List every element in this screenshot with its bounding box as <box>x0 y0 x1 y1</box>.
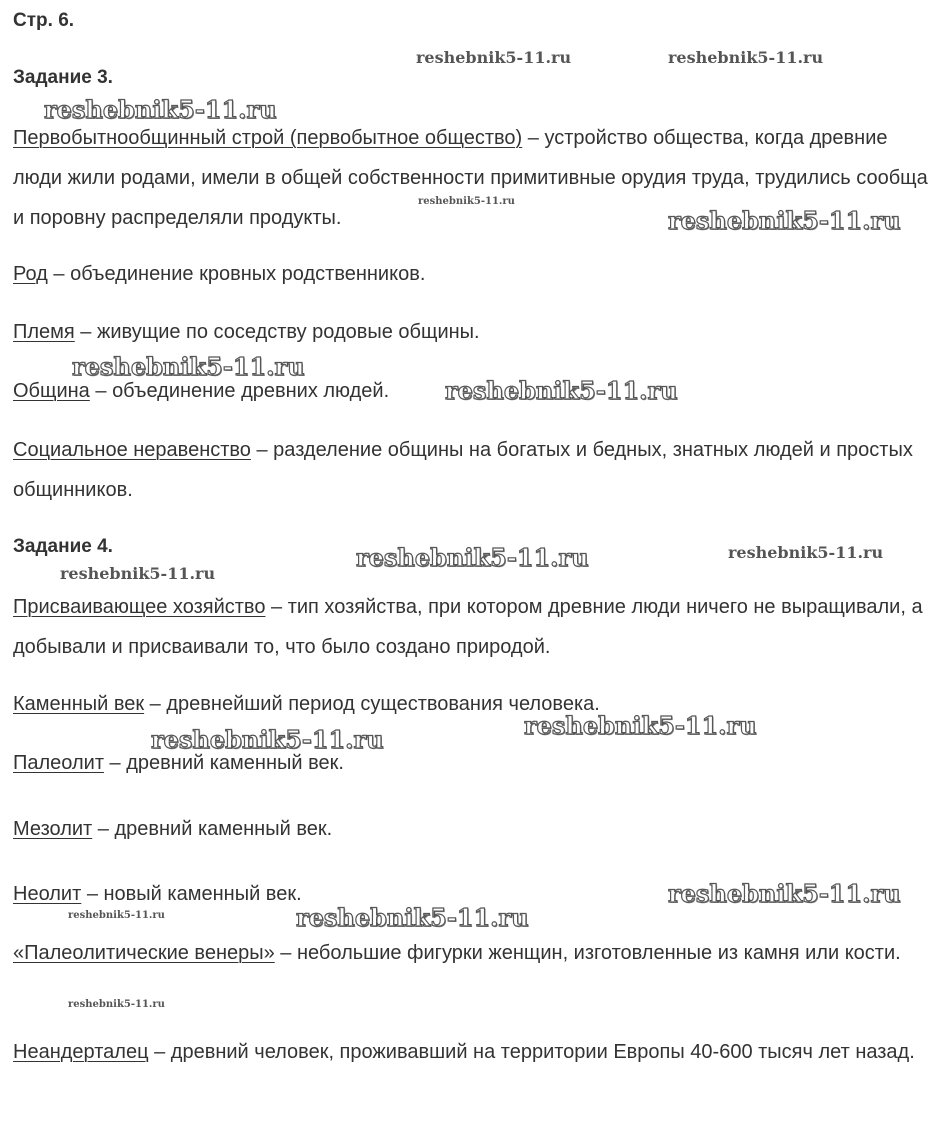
dash: – <box>144 693 167 715</box>
watermark: reshebnik5-11.ru <box>296 903 529 932</box>
watermark: reshebnik5-11.ru <box>418 196 515 207</box>
term: Первобытнообщинный строй (первобытное общество) <box>13 127 523 149</box>
watermark: reshebnik5-11.ru <box>416 48 572 67</box>
watermark: reshebnik5-11.ru <box>668 206 901 235</box>
definition-text: древний каменный век. <box>114 818 333 840</box>
dash: – <box>274 942 297 964</box>
definition-community <box>13 371 938 411</box>
definition-text: небольшие фигурки женщин, изготовленные из камня или кости. <box>296 942 901 964</box>
definition-text: древний каменный век. <box>126 752 344 774</box>
watermark: reshebnik5-11.ru <box>72 352 305 381</box>
dash: – <box>81 883 104 905</box>
watermark: reshebnik5-11.ru <box>668 48 824 67</box>
dash: – <box>74 321 97 343</box>
watermark: reshebnik5-11.ru <box>68 910 165 921</box>
definition-text: объединение древних людей. <box>112 380 390 402</box>
term: Каменный век <box>13 693 145 715</box>
watermark: reshebnik5-11.ru <box>60 564 216 583</box>
definition-text: разделение общины на богатых и бедных, знатных людей и простых общинников. <box>13 439 913 501</box>
definition-stone-age <box>13 684 938 724</box>
task-3-heading: Задание 3. <box>13 67 113 88</box>
definition-appropriating-economy <box>13 587 938 667</box>
term: Род <box>13 263 48 285</box>
dash: – <box>47 263 71 285</box>
definition-paleolithic-venuses <box>13 933 938 973</box>
definition-mesolithic <box>13 809 938 849</box>
dash: – <box>265 596 288 618</box>
dash: – <box>148 1041 171 1063</box>
watermark: reshebnik5-11.ru <box>68 999 165 1010</box>
dash: – <box>250 439 274 461</box>
dash: – <box>522 127 545 149</box>
dash: – <box>103 752 127 774</box>
term: Присваивающее хозяйство <box>13 596 266 618</box>
definition-text: новый каменный век. <box>103 883 302 905</box>
term: Неандерталец <box>13 1041 149 1063</box>
term: Неолит <box>13 883 82 905</box>
task-4-heading: Задание 4. <box>13 536 113 557</box>
definition-text: древний человек, проживавший на территории Европы 40-600 тысяч лет назад. <box>170 1041 915 1063</box>
watermark: reshebnik5-11.ru <box>44 95 277 124</box>
dash: – <box>89 380 113 402</box>
definition-primitive-society <box>13 118 938 238</box>
definition-text: устройство общества, когда древние люди жили родами, имели в общей собственности примитивные орудия труда, трудились сообща и поровну распределяли продукты. <box>13 127 928 229</box>
definition-paleolithic <box>13 743 938 783</box>
definition-text: тип хозяйства, при котором древние люди ничего не выращивали, а добывали и присваивали то, что было создано природой. <box>13 596 923 658</box>
term: Община <box>13 380 90 402</box>
definition-tribe <box>13 312 938 352</box>
definition-clan <box>13 254 938 294</box>
watermark: reshebnik5-11.ru <box>524 711 757 740</box>
definition-text: живущие по соседству родовые общины. <box>97 321 480 343</box>
term: Социальное неравенство <box>13 439 251 461</box>
watermark: reshebnik5-11.ru <box>728 543 884 562</box>
watermark: reshebnik5-11.ru <box>151 725 384 754</box>
term: Мезолит <box>13 818 93 840</box>
term: Племя <box>13 321 75 343</box>
watermark: reshebnik5-11.ru <box>445 376 678 405</box>
definition-neanderthal <box>13 1032 938 1072</box>
definition-social-inequality <box>13 430 938 510</box>
term: «Палеолитические венеры» <box>13 942 275 964</box>
dash: – <box>92 818 115 840</box>
watermark: reshebnik5-11.ru <box>356 543 589 572</box>
definition-neolithic <box>13 874 938 914</box>
watermark: reshebnik5-11.ru <box>668 879 901 908</box>
page-label: Стр. 6. <box>13 10 75 31</box>
term: Палеолит <box>13 752 104 774</box>
definition-text: объединение кровных родственников. <box>70 263 426 285</box>
definition-text: древнейший период существования человека. <box>166 693 600 715</box>
